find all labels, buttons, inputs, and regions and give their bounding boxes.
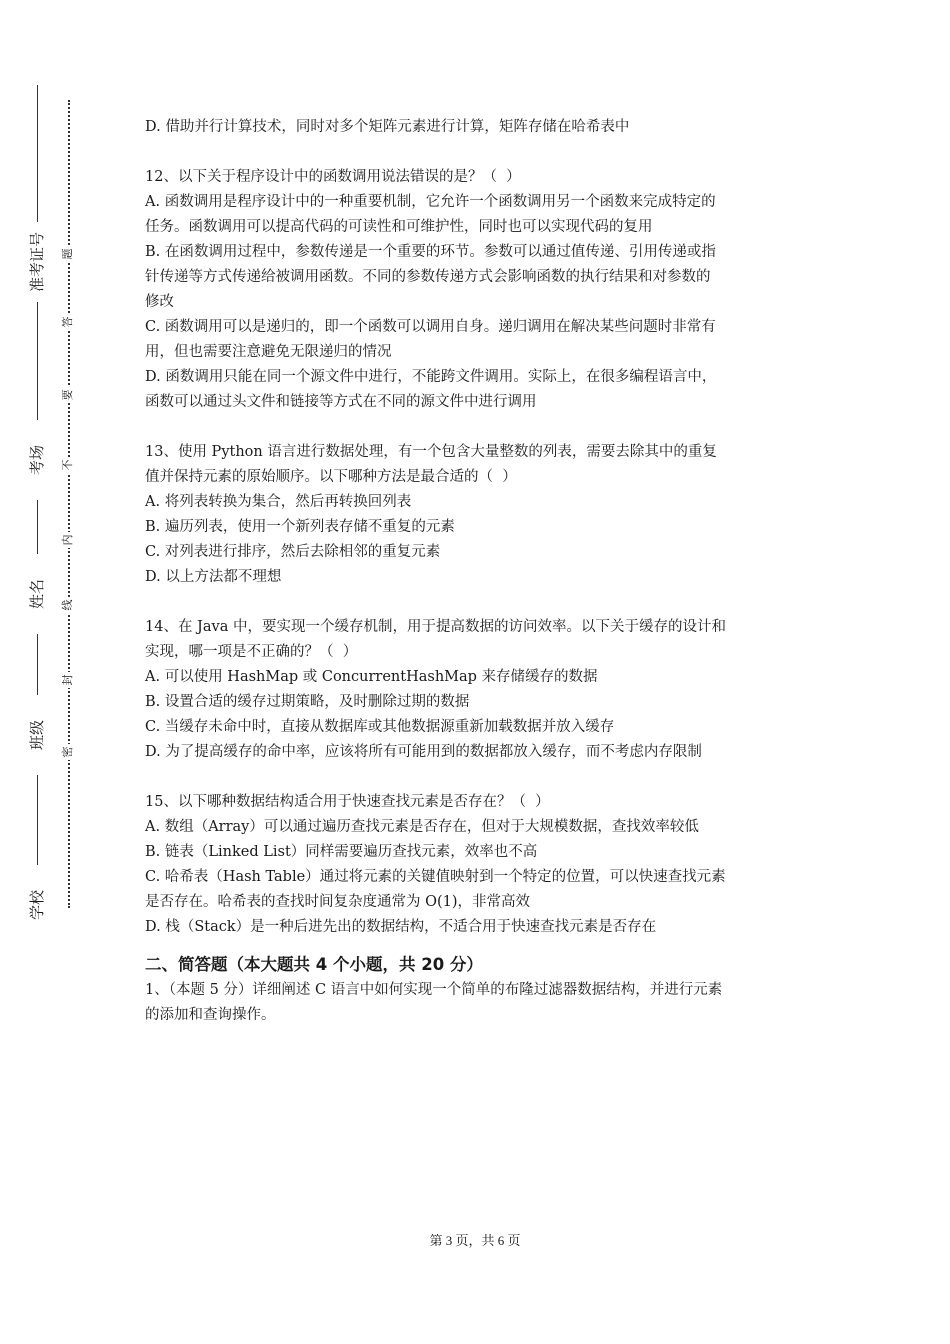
option-a: A. 数组（Array）可以通过遍历查找元素是否存在，但对于大规模数据，查找效率较低	[145, 819, 699, 835]
field-label: 班级	[26, 695, 48, 775]
option-c: C. 哈希表（Hash Table）通过将元素的关键值映射到一个特定的位置，可以快速查找元素 是否存在。哈希表的查找时间复杂度通常为 O(1)，非常高效	[145, 869, 726, 910]
question-stem: 12、以下关于程序设计中的函数调用说法错误的是？（ ）	[145, 169, 521, 185]
seal-dotted-line	[68, 100, 70, 908]
question-stem: 14、在 Java 中，要实现一个缓存机制，用于提高数据的访问效率。以下关于缓存的设计和	[145, 619, 726, 635]
question-stem: 值并保持元素的原始顺序。以下哪种方法是最合适的（ ）	[145, 469, 517, 485]
field-label: 学校	[26, 865, 48, 945]
option-b: B. 链表（Linked List）同样需要遍历查找元素，效率也不高	[145, 844, 538, 860]
option-a: A. 函数调用是程序设计中的一种重要机制，它允许一个函数调用另一个函数来完成特定的 任务。函数调用可以提高代码的可读性和可维护性，同时也可以实现代码的复用	[145, 194, 716, 235]
option-d: D. 栈（Stack）是一种后进先出的数据结构，不适合用于快速查找元素是否存在	[145, 919, 657, 935]
question-stem: 13、使用 Python 语言进行数据处理，有一个包含大量整数的列表，需要去除其中的重复	[145, 444, 717, 460]
short-answer-1: 1、（本题 5 分）详细阐述 C 语言中如何实现一个简单的布隆过滤器数据结构，并进行元素 的添加和查询操作。	[145, 982, 723, 1023]
option-c: C. 对列表进行排序，然后去除相邻的重复元素	[145, 544, 441, 560]
question-stem: 15、以下哪种数据结构适合用于快速查找元素是否存在？（ ）	[145, 794, 550, 810]
binding-solid-line	[37, 85, 38, 925]
option-d: D. 函数调用只能在同一个源文件中进行，不能跨文件调用。实际上，在很多编程语言中， 函数可以通过头文件和链接等方式在不同的源文件中进行调用	[145, 369, 717, 410]
option-a: A. 将列表转换为集合，然后再转换回列表	[145, 494, 412, 510]
page-number: 第 3 页，共 6 页	[429, 1233, 521, 1248]
option-a: A. 可以使用 HashMap 或 ConcurrentHashMap 来存储缓存的数据	[145, 669, 598, 685]
option-c: C. 当缓存未命中时，直接从数据库或其他数据源重新加载数据并放入缓存	[145, 719, 615, 735]
field-label: 准考证号	[26, 222, 48, 302]
option-b: B. 遍历列表，使用一个新列表存储不重复的元素	[145, 519, 455, 535]
option-d: D. 为了提高缓存的命中率，应该将所有可能用到的数据都放入缓存，而不考虑内存限制	[145, 744, 702, 760]
question-12	[145, 165, 810, 415]
question-14	[145, 615, 810, 765]
option-c: C. 函数调用可以是递归的，即一个函数可以调用自身。递归调用在解决某些问题时非常有 用，但也需要注意避免无限递归的情况	[145, 319, 716, 360]
question-13	[145, 440, 810, 590]
field-label: 姓名	[26, 554, 48, 634]
option-d: D. 以上方法都不理想	[145, 569, 282, 585]
question-stem: 实现，哪一项是不正确的？（ ）	[145, 644, 358, 660]
carryover-option: D. 借助并行计算技术，同时对多个矩阵元素进行计算，矩阵存储在哈希表中	[145, 119, 630, 135]
field-label: 考场	[26, 420, 48, 500]
question-15	[145, 790, 810, 940]
section-title: 二、简答题（本大题共 4 个小题，共 20 分）	[145, 955, 483, 974]
exam-page: 准考证号 考场 姓名 班级 学校 题 答 要 不 内 线 封 密 D. 借助并行计算技术，同时对多个矩阵元素进行计算，矩阵存储在哈希表中 12、以下关于程序设计中的函数调用说法错误的是？（ ） A. 函数调用是程序设计中的一种重要机制，它允许一个函数调用另一个函数来完成特定的 任务。函数调用可以提高代码的可读性和可维护性，同时也可以实现代码的复用 B. 在函数调用过程中，参数传递是一个重要的环节。参数可以通过值传递、引用传递或指 针传递等方式传递给被调用函数。不同的参数传递方式会影响函数的执行结果和对参数的 修改 C. 函数调用可以是递归的，即一个函数可以调用自身。递归调用在解决某些问题时非常有 用，但也需要注意避免无限递归的情况 D. 函数调用只能在同一个源文件中进行，不能跨文件调用。实际上，在很多编程语言中， 函数可以通过头文件和链接等方式在不同的源文件中进行调用 13、使用 Python 语言进行数据处理，有一个包含大量整数的列表，需要去除其中的重复 值并保持元素的原始顺序。以下哪种方法是最合适的（ ） A. 将列表转换为集合，然后再转换回列表 B. 遍历列表，使用一个新列表存储不重复的元素 C. 对列表进行排序，然后去除相邻的重复元素 D. 以上方法都不理想 14、在 Java 中，要实现一个缓存机制，用于提高数据的访问效率。以下关于缓存的设计和 实现，哪一项是不正确的？（ ） A. 可以使用 HashMap 或 ConcurrentHashMap 来存储缓存的数据 B. 设置合适的缓存过期策略，及时删除过期的数据 C. 当缓存未命中时，直接从数据库或其他数据源重新加载数据并放入缓存 D. 为了提高缓存的命中率，应该将所有可能用到的数据都放入缓存，而不考虑内存限制 15、以下哪种数据结构适合用于快速查找元素是否存在？（ ） A. 数组（Array）可以通过遍历查找元素是否存在，但对于大规模数据，查找效率较低 B. 链表（Linked List）同样需要遍历查找元素，效率也不高 C. 哈希表（Hash Table）通过将元素的关键值映射到一个特定的位置，可以快速查找元素 是否存在。哈希表的查找时间复杂度通常为 O(1)，非常高效 D. 栈（Stack）是一种后进先出的数据结构，不适合用于快速查找元素是否存在 二、简答题（本大题共 4 个小题，共 20 分） 1、（本题 5 分）详细阐述 C 语言中如何实现一个简单的布隆过滤器数据结构，并进行元素 的添加和查询操作。 第 3 页，共 6 页	[0, 0, 950, 1344]
exam-content	[145, 115, 810, 1028]
option-b: B. 在函数调用过程中，参数传递是一个重要的环节。参数可以通过值传递、引用传递或指 针传递等方式传递给被调用函数。不同的参数传递方式会影响函数的执行结果和对参数的 修改	[145, 244, 716, 310]
option-b: B. 设置合适的缓存过期策略，及时删除过期的数据	[145, 694, 470, 710]
